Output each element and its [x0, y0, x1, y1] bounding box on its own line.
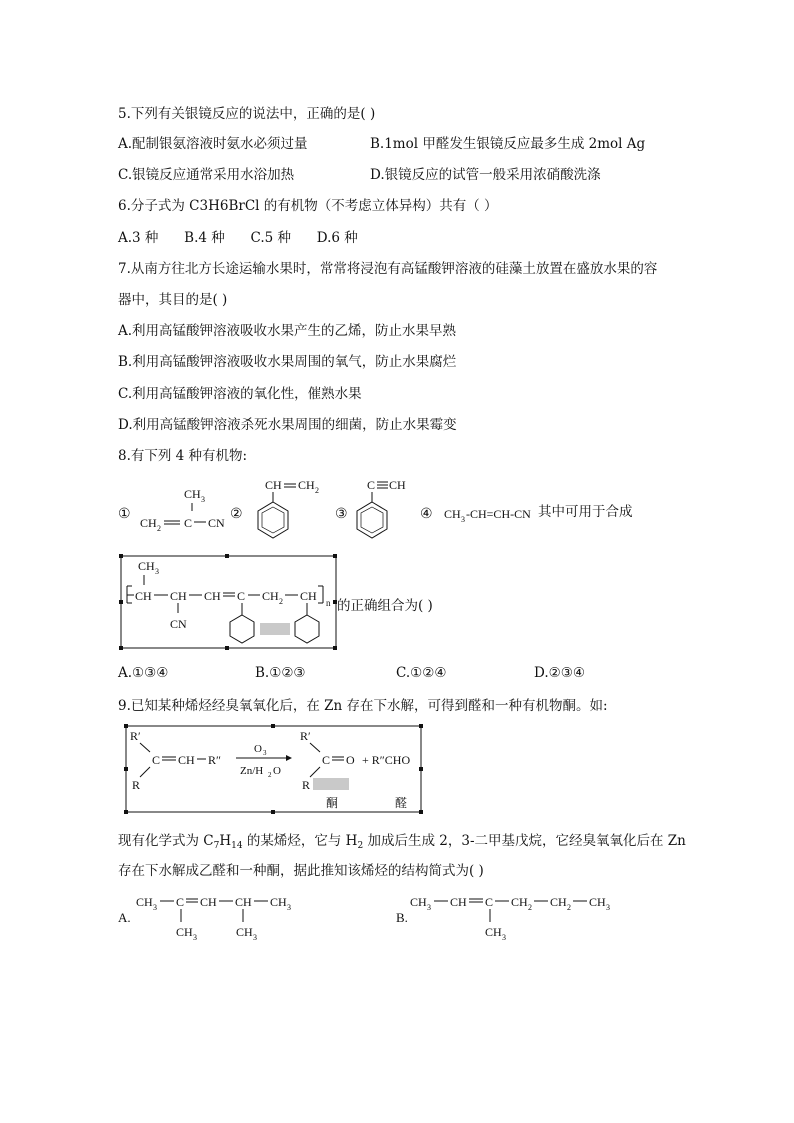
q6-options: A.3 种 B.4 种 C.5 种 D.6 种: [118, 230, 358, 246]
mol2-ch2-sub: 2: [315, 486, 319, 495]
mol3-c: C: [367, 478, 376, 492]
mol1-ch3: CH: [184, 487, 201, 501]
poly-benzene-2: [295, 615, 319, 643]
mol1-ch3-sub: 3: [201, 495, 205, 504]
q7-option-c: C.利用高锰酸钾溶液的氧化性，催熟水果: [118, 386, 362, 402]
svg-text:2: 2: [567, 903, 571, 912]
svg-text:3: 3: [287, 903, 291, 912]
mol3-ch: CH: [389, 478, 406, 492]
q9-options: [118, 888, 688, 948]
q5-stem: 5.下列有关银镜反应的说法中，正确的是( ): [118, 106, 376, 122]
b-ch2b: CH: [550, 895, 567, 909]
q7-option-d: D.利用高锰酸钾溶液杀死水果周围的细菌，防止水果霉变: [118, 417, 457, 433]
svg-text:3: 3: [502, 933, 506, 942]
svg-text:3: 3: [253, 933, 257, 942]
a-c: C: [176, 895, 185, 909]
b-ch: CH: [450, 895, 467, 909]
svg-text:CH: CH: [176, 925, 193, 939]
q7-stem-line1: 7.从南方往北方长途运输水果时，常常将浸泡有高锰酸钾溶液的硅藻土放置在盛放水果的容: [118, 261, 658, 277]
rx-product-r: R: [302, 778, 311, 792]
q7-option-b: B.利用高锰酸钾溶液吸收水果周围的氧气，防止水果腐烂: [118, 354, 457, 370]
mol1-cn: CN: [208, 516, 225, 530]
q8-option-a: A.①③④: [118, 665, 169, 681]
q5-option-c: C.银镜反应通常采用水浴加热: [118, 167, 295, 183]
rx-r: R: [132, 778, 141, 792]
q9-reaction-diagram: [118, 722, 428, 817]
rx-zn-o: O: [273, 765, 281, 777]
poly-ch-c: CH: [204, 589, 221, 603]
q8-option-d: D.②③④: [534, 665, 585, 681]
svg-text:3: 3: [606, 903, 610, 912]
svg-text:3: 3: [193, 933, 197, 942]
mol2-ch2: CH: [298, 478, 315, 492]
q7-stem-line2: 器中，其目的是( ): [118, 292, 228, 308]
poly-ch2: CH: [262, 589, 279, 603]
q8-option-c: C.①②④: [396, 665, 447, 681]
q9-option-a-label: A.: [118, 910, 131, 925]
benzene-ring-2: [258, 502, 288, 538]
a-ch: CH: [200, 895, 217, 909]
poly-benzene-1: [230, 615, 254, 643]
svg-text:CH: CH: [485, 925, 502, 939]
q6-stem: 6.分子式为 C3H6BrCl 的有机物（不考虑立体异构）共有（ ）: [118, 198, 498, 214]
mol1-ch2-sub: 2: [157, 524, 161, 533]
blur-watermark-2: [313, 778, 349, 790]
a-ch3-end: CH: [270, 895, 287, 909]
poly-cn: CN: [170, 617, 187, 631]
a-ch3: CH: [136, 895, 153, 909]
svg-text:3: 3: [153, 903, 157, 912]
rx-c: C: [152, 753, 161, 767]
q5-option-d: D.银镜反应的试管一般采用浓硝酸洗涤: [370, 167, 601, 183]
rx-r-double-prime: R″: [208, 753, 222, 767]
q8-polymer-structure: [118, 553, 343, 653]
rx-product-r-prime: R′: [300, 729, 311, 743]
rx-ch: CH: [178, 753, 195, 767]
rx-product-o: O: [346, 753, 355, 767]
poly-c: C: [237, 589, 246, 603]
poly-ch-b: CH: [170, 589, 187, 603]
mol2-ch: CH: [265, 478, 282, 492]
b-ch3-end: CH: [589, 895, 606, 909]
q9-option-b-label: B.: [396, 910, 408, 925]
mol4-ch3-sub: 3: [461, 515, 465, 524]
b-c: C: [485, 895, 494, 909]
poly-ch-end: CH: [300, 589, 317, 603]
rx-zn-sub: 2: [268, 771, 272, 779]
rx-o3: O: [254, 743, 262, 755]
mol4-number: ④: [420, 507, 433, 522]
q7-option-a: A.利用高锰酸钾溶液吸收水果产生的乙烯，防止水果早熟: [118, 323, 457, 339]
mol1-c: C: [184, 516, 193, 530]
label-aldehyde: 醛: [395, 796, 408, 810]
mol4-ch3: CH: [444, 507, 461, 521]
benzene-ring-3: [357, 502, 387, 538]
blur-watermark: [260, 623, 290, 635]
rx-product-c: C: [322, 753, 331, 767]
svg-text:2: 2: [528, 903, 532, 912]
mol1-ch2: CH: [140, 516, 157, 530]
rx-r-prime: R′: [130, 729, 141, 743]
b-ch2a: CH: [511, 895, 528, 909]
q5-option-b: B.1mol 甲醛发生银镜反应最多生成 2mol Ag: [370, 136, 646, 152]
q9-stem: 9.已知某种烯烃经臭氧氧化后，在 Zn 存在下水解，可得到醛和一种有机物酮。如:: [118, 698, 608, 714]
q5-option-a: A.配制银氨溶液时氨水必须过量: [118, 136, 308, 152]
q9-line2: 存在下水解成乙醛和一种酮，据此推知该烯烃的结构简式为( ): [118, 863, 484, 879]
q8-poly-tail: 的正确组合为( ): [337, 598, 433, 614]
a-ch-b: CH: [235, 895, 252, 909]
mol2-number: ②: [230, 507, 243, 522]
q8-m4-tail: 其中可用于合成: [538, 504, 633, 520]
rx-zn: Zn/H: [240, 765, 264, 777]
mol1-number: ①: [118, 507, 131, 522]
mol4-rest: -CH=CH-CN: [466, 507, 531, 521]
rx-o3-sub: 3: [263, 749, 267, 757]
poly-ch2-sub: 2: [279, 597, 283, 606]
poly-ch-a: CH: [135, 589, 152, 603]
rx-product-aldehyde: + R″CHO: [362, 753, 411, 767]
q8-stem: 8.有下列 4 种有机物:: [118, 448, 248, 464]
svg-text:3: 3: [427, 903, 431, 912]
q8-option-b: B.①②③: [255, 665, 306, 681]
poly-n: n: [326, 598, 331, 608]
q9-line1: 现有化学式为 $C_7H_{14}$ 的某烯烃，它与 $H_2$ 加成后生成 2，3-二甲基戊烷，它经臭氧氧化后在 Zn: [118, 833, 686, 851]
poly-ch3: CH: [138, 559, 155, 573]
label-ketone: 酮: [326, 796, 339, 810]
b-ch3: CH: [410, 895, 427, 909]
svg-text:CH: CH: [236, 925, 253, 939]
mol3-number: ③: [335, 507, 348, 522]
poly-ch3-sub: 3: [155, 567, 159, 576]
